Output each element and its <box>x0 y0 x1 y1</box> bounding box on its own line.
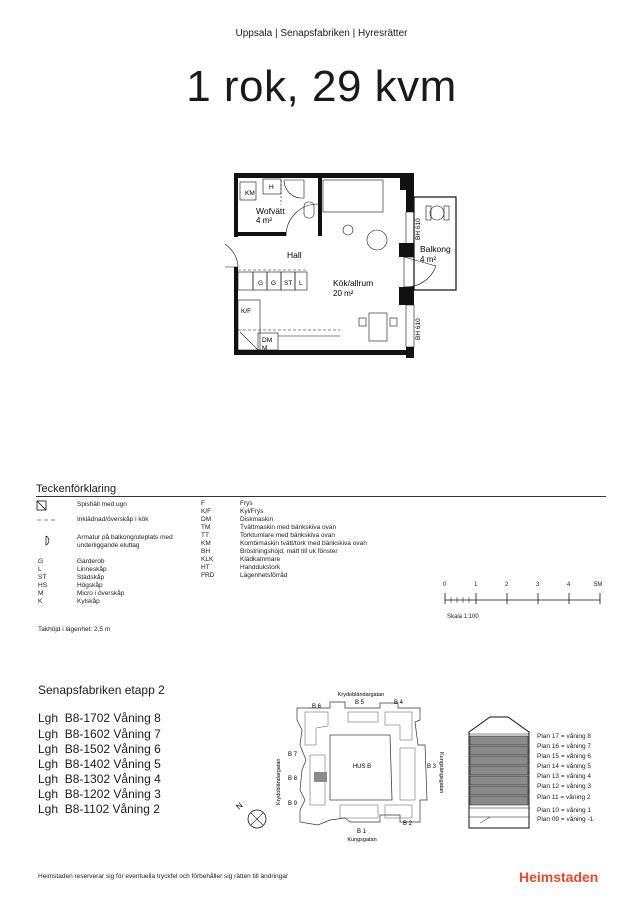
legend-code: KLK <box>201 556 214 563</box>
legend-text: Torktumlare med bänkskiva ovan <box>240 532 336 539</box>
fixture-icon <box>46 536 49 545</box>
legend-text: Kombimaskin tvätt/tork med bänkskiva ovan <box>240 540 367 547</box>
legend-text: Bröstningshöjd, mätt till uk fönster <box>240 548 338 555</box>
scale-text: Skala 1:100 <box>447 614 479 620</box>
building-label: B 9 <box>288 801 298 807</box>
legend-text: Garderob <box>77 558 105 565</box>
scale-tick: 3 <box>536 582 540 588</box>
room-label-km: KM <box>245 190 255 197</box>
legend-text: underliggande eluttag <box>77 542 140 549</box>
fridge-freezer-label: K/F <box>241 308 252 315</box>
legend-text: Micro i överskåp <box>77 590 125 597</box>
apartment-item: Lgh B8-1702 Våning 8 <box>38 711 161 725</box>
plan-label: Plan 16 = våning 7 <box>537 743 592 750</box>
apartment-item: Lgh B8-1302 Våning 4 <box>38 772 161 786</box>
room-label-balkong: Balkong <box>420 244 451 254</box>
legend-text: Kylskåp <box>77 598 100 605</box>
cleaning-closet-label: ST <box>284 280 293 287</box>
legend-text: Frys <box>240 500 253 507</box>
building-label: B 5 <box>355 700 365 706</box>
site-plan <box>228 686 446 848</box>
legend-text: Högskåp <box>77 582 103 589</box>
highlight-building <box>314 772 327 782</box>
brand-logo: Heimstaden <box>519 869 599 885</box>
linen-closet-label: L <box>299 280 303 287</box>
legend-code: TM <box>201 524 211 531</box>
scale-tick: 0 <box>443 582 447 588</box>
bh-label: BH 610 <box>415 218 422 240</box>
legend-title: Teckenförklaring <box>36 483 117 495</box>
legend-text: Klädkammare <box>240 556 281 563</box>
plan-label: Plan 15 = våning 6 <box>537 753 592 760</box>
legend-code: FRD <box>201 572 215 579</box>
legend-code: F <box>201 500 205 507</box>
legend-code: K <box>38 598 43 605</box>
plan-label: Plan 17 = våning 8 <box>537 733 592 740</box>
plan-label: Plan 11 = våning 2 <box>537 794 591 801</box>
wardrobe-label: G <box>271 280 277 287</box>
plan-label: Plan 14 = våning 5 <box>537 763 592 770</box>
plan-label: Plan 12 = våning 3 <box>537 783 592 790</box>
legend-text: Handdukstork <box>240 564 281 571</box>
legend-code: G <box>38 558 44 565</box>
legend-text: Lägenhetsförråd <box>240 572 288 579</box>
legend-text: Armatur på balkong/uteplats med <box>77 534 173 541</box>
legend-code: M <box>38 590 44 597</box>
building-label: B 3 <box>427 764 437 770</box>
street-east: Kungsängsgatan <box>438 752 444 794</box>
bh-label: BH 610 <box>415 318 422 340</box>
apartment-item: Lgh B8-1102 Våning 2 <box>38 802 160 816</box>
plan-label: Plan 10 = våning 1 <box>537 807 592 814</box>
room-area-kok: 20 m² <box>333 289 354 298</box>
plan-label: Plan 09 = våning -1 <box>537 816 594 823</box>
page-title: 1 rok, 29 kvm <box>186 62 457 111</box>
building-label: B 7 <box>288 752 298 758</box>
apartment-item: Lgh B8-1602 Våning 7 <box>38 727 161 741</box>
floor-plan <box>225 165 465 365</box>
room-label-hall: Hall <box>287 250 302 260</box>
building-label: B 8 <box>288 776 298 782</box>
apartment-item: Lgh B8-1202 Våning 3 <box>38 787 161 801</box>
street-north: Krydobländargatan <box>337 692 385 698</box>
room-label-kok: Kök/allrum <box>333 278 374 288</box>
legend-code: HS <box>38 582 48 589</box>
legend-code: KM <box>201 540 211 547</box>
room-label-h: H <box>269 184 274 191</box>
legend-code: BH <box>201 548 211 555</box>
section-diagram <box>462 710 537 835</box>
ceiling-height: Takhöjd i lägenhet: 2,5 m <box>38 626 111 633</box>
legend-code: L <box>38 566 42 573</box>
dishwasher-label: DM <box>262 337 273 344</box>
building-label: B 2 <box>403 821 413 827</box>
scale-tick: 1 <box>474 582 478 588</box>
legend-text: Diskmaskin <box>240 516 274 523</box>
legend-code: ST <box>38 574 47 581</box>
room-label-wofvatt: Wofvätt <box>256 206 285 216</box>
legend-text: Linneskåp <box>77 566 107 573</box>
disclaimer: Heimstaden reserverar sig för eventuella tryckfel och förbehåller sig rätten till ändringar <box>38 873 289 880</box>
hus-label: HUS B <box>352 764 372 770</box>
page-subtitle: Uppsala | Senapsfabriken | Hyresrätter <box>235 28 408 39</box>
legend-code: HT <box>201 564 210 571</box>
legend-text: Kyl/Frys <box>240 508 264 515</box>
plan-label: Plan 13 = våning 4 <box>537 773 592 780</box>
legend-code: K/F <box>201 508 212 515</box>
street-south: Kungsgatan <box>347 837 377 843</box>
scale-tick: 5M <box>594 582 603 588</box>
apartment-item: Lgh B8-1502 Våning 6 <box>38 742 161 756</box>
legend-code: TT <box>201 532 209 539</box>
room-area-balkong: 4 m² <box>420 255 436 264</box>
micro-label: M <box>262 345 268 352</box>
room-area-wofvatt: 4 m² <box>256 216 272 225</box>
scale-tick: 4 <box>567 582 571 588</box>
street-west: Krydobländargatan <box>276 758 282 805</box>
etapp-title: Senapsfabriken etapp 2 <box>38 683 165 697</box>
building-label: B 4 <box>394 700 404 706</box>
legend-divider <box>36 496 606 497</box>
legend-text: Tvättmaskin med bänkskiva ovan <box>240 524 337 531</box>
legend-text: Inklädnad/överskåp i kök <box>77 516 149 523</box>
building-label: B 1 <box>357 829 367 835</box>
compass-north: N <box>234 800 245 812</box>
wardrobe-label: G <box>258 280 264 287</box>
legend-text: Städskåp <box>77 574 105 581</box>
legend-symbols <box>36 500 56 550</box>
scale-bar <box>440 588 605 610</box>
legend-code: DM <box>201 516 212 523</box>
scale-tick: 2 <box>505 582 509 588</box>
legend-text: Spishäll med ugn <box>77 501 127 508</box>
building-label: B 6 <box>312 704 322 710</box>
apartment-item: Lgh B8-1402 Våning 5 <box>38 757 161 771</box>
